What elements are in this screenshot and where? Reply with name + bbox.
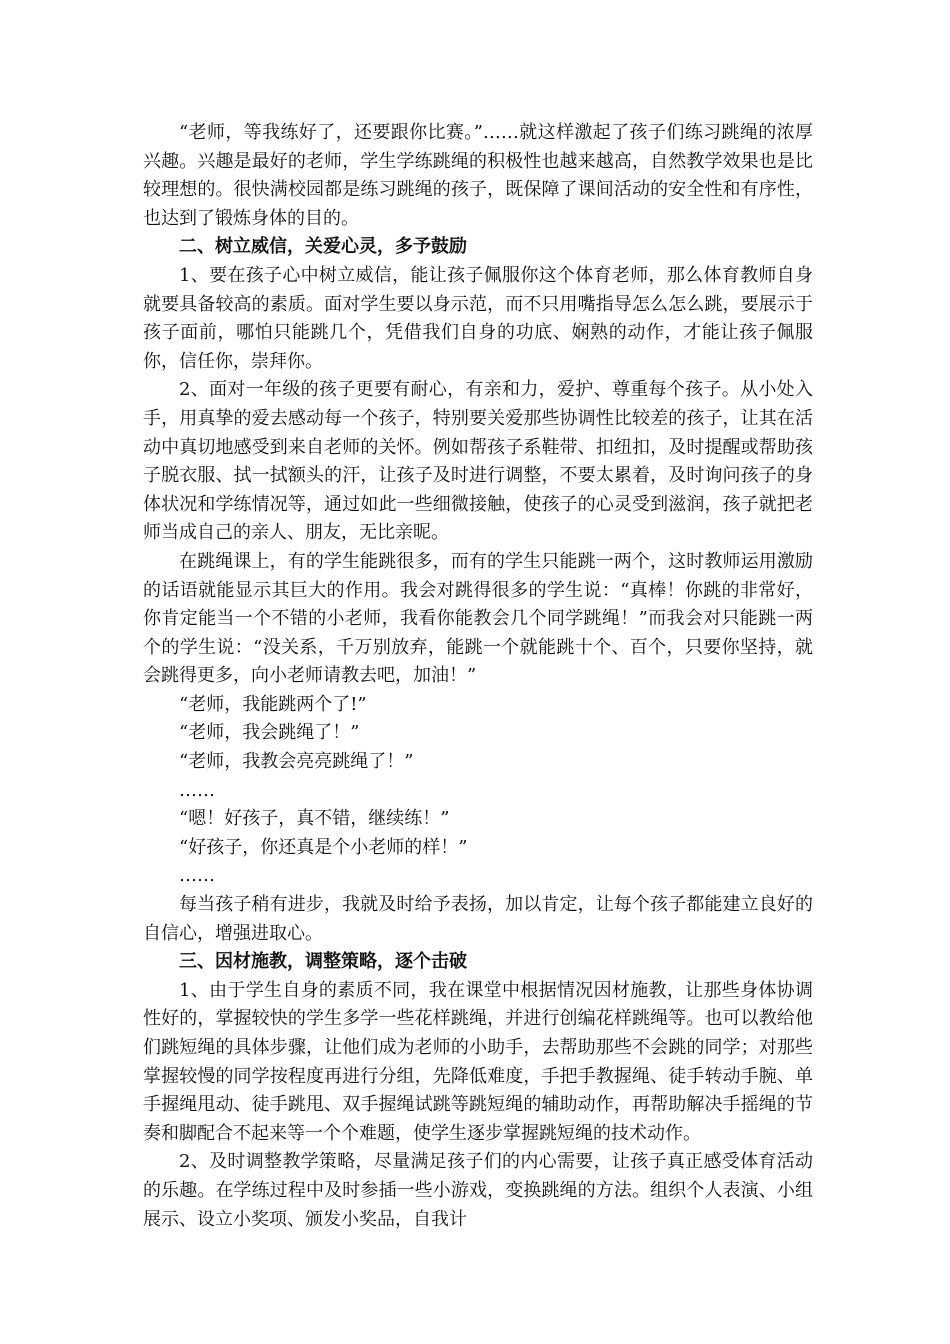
dialog-line: “老师，我能跳两个了!” [179, 693, 367, 715]
dialog-line: “嗯！好孩子，真不错，继续练！” [179, 808, 450, 830]
dialog-line: “老师，我教会亮亮跳绳了！” [179, 751, 414, 773]
paragraph-patience: 2、面对一年级的孩子更要有耐心，有亲和力，爱护、尊重每个孩子。从小处入手，用真挚的爱去感动每一个孩子，特别要关爱那些协调性比较差的孩子，让其在活动中真切地感受到来自老师的关怀。例如帮孩子系鞋带、扣纽扣，及时提醒或帮助孩子脱衣服、拭一拭额头的汗，让孩子及时进行调整，不要太累着，及时询问孩子的身体状况和学练情况等，通过如此一些细微接触，使孩子的心灵受到滋润，孩子就把老师当成自己的亲人、朋友，无比亲昵。 [143, 379, 813, 544]
paragraph-encouragement: 在跳绳课上，有的学生能跳很多，而有的学生只能跳一两个，这时教师运用激励的话语就能显示其巨大的作用。我会对跳得很多的学生说：“真棒！你跳的非常好，你肯定能当一个不错的小老师，我看你能教会几个同学跳绳！”而我会对只能跳一两个的学生说：“没关系，千万别放弃，能跳一个就能跳十个、百个，只要你坚持，就会跳得更多，向小老师请教去吧，加油！” [143, 550, 813, 687]
section-heading-2: 二、树立威信，关爱心灵，多予鼓励 [179, 236, 467, 258]
dialog-ellipsis: …… [179, 779, 215, 801]
paragraph-praise: 每当孩子稍有进步，我就及时给予表扬，加以肯定，让每个孩子都能建立良好的自信心，增强进取心。 [143, 894, 813, 944]
dialog-line: “好孩子，你还真是个小老师的样！” [179, 836, 468, 858]
paragraph-authority: 1、要在孩子心中树立威信，能让孩子佩服你这个体育老师，那么体育教师自身就要具备较高的素质。面对学生要以身示范，而不只用嘴指导怎么怎么跳，要展示于孩子面前，哪怕只能跳几个，凭借我们自身的功底、娴熟的动作，才能让孩子佩服你，信任你，崇拜你。 [143, 264, 813, 372]
section-heading-3: 三、因材施教，调整策略，逐个击破 [179, 951, 467, 973]
paragraph-intro: “老师，等我练好了，还要跟你比赛。”……就这样激起了孩子们练习跳绳的浓厚兴趣。兴趣是最好的老师，学生学练跳绳的积极性也越来越高，自然教学效果也是比较理想的。很快满校园都是练习跳绳的孩子，既保障了课间活动的安全性和有序性，也达到了锻炼身体的目的。 [143, 122, 813, 229]
dialog-ellipsis: …… [179, 865, 215, 887]
paragraph-differentiation: 1、由于学生自身的素质不同，我在课堂中根据情况因材施教，让那些身体协调性好的，掌握较快的学生多学一些花样跳绳，并进行创编花样跳绳等。也可以教给他们跳短绳的具体步骤，让他们成为老师的小助手，去帮助那些不会跳的同学；对那些掌握较慢的同学按程度再进行分组，先降低难度，手把手教握绳、徒手转动手腕、单手握绳甩动、徒手跳甩、双手握绳试跳等跳短绳的辅助动作，再帮助解决手摇绳的节奏和脚配合不起来等一个个难题，使学生逐步掌握跳短绳的技术动作。 [143, 979, 813, 1144]
dialog-line: “老师，我会跳绳了！” [179, 722, 360, 744]
paragraph-strategy: 2、及时调整教学策略，尽量满足孩子们的内心需要，让孩子真正感受体育活动的乐趣。在学练过程中及时参插一些小游戏，变换跳绳的方法。组织个人表演、小组展示、设立小奖项、颁发小奖品，自我计 [143, 1151, 813, 1230]
document-body [143, 119, 813, 1234]
